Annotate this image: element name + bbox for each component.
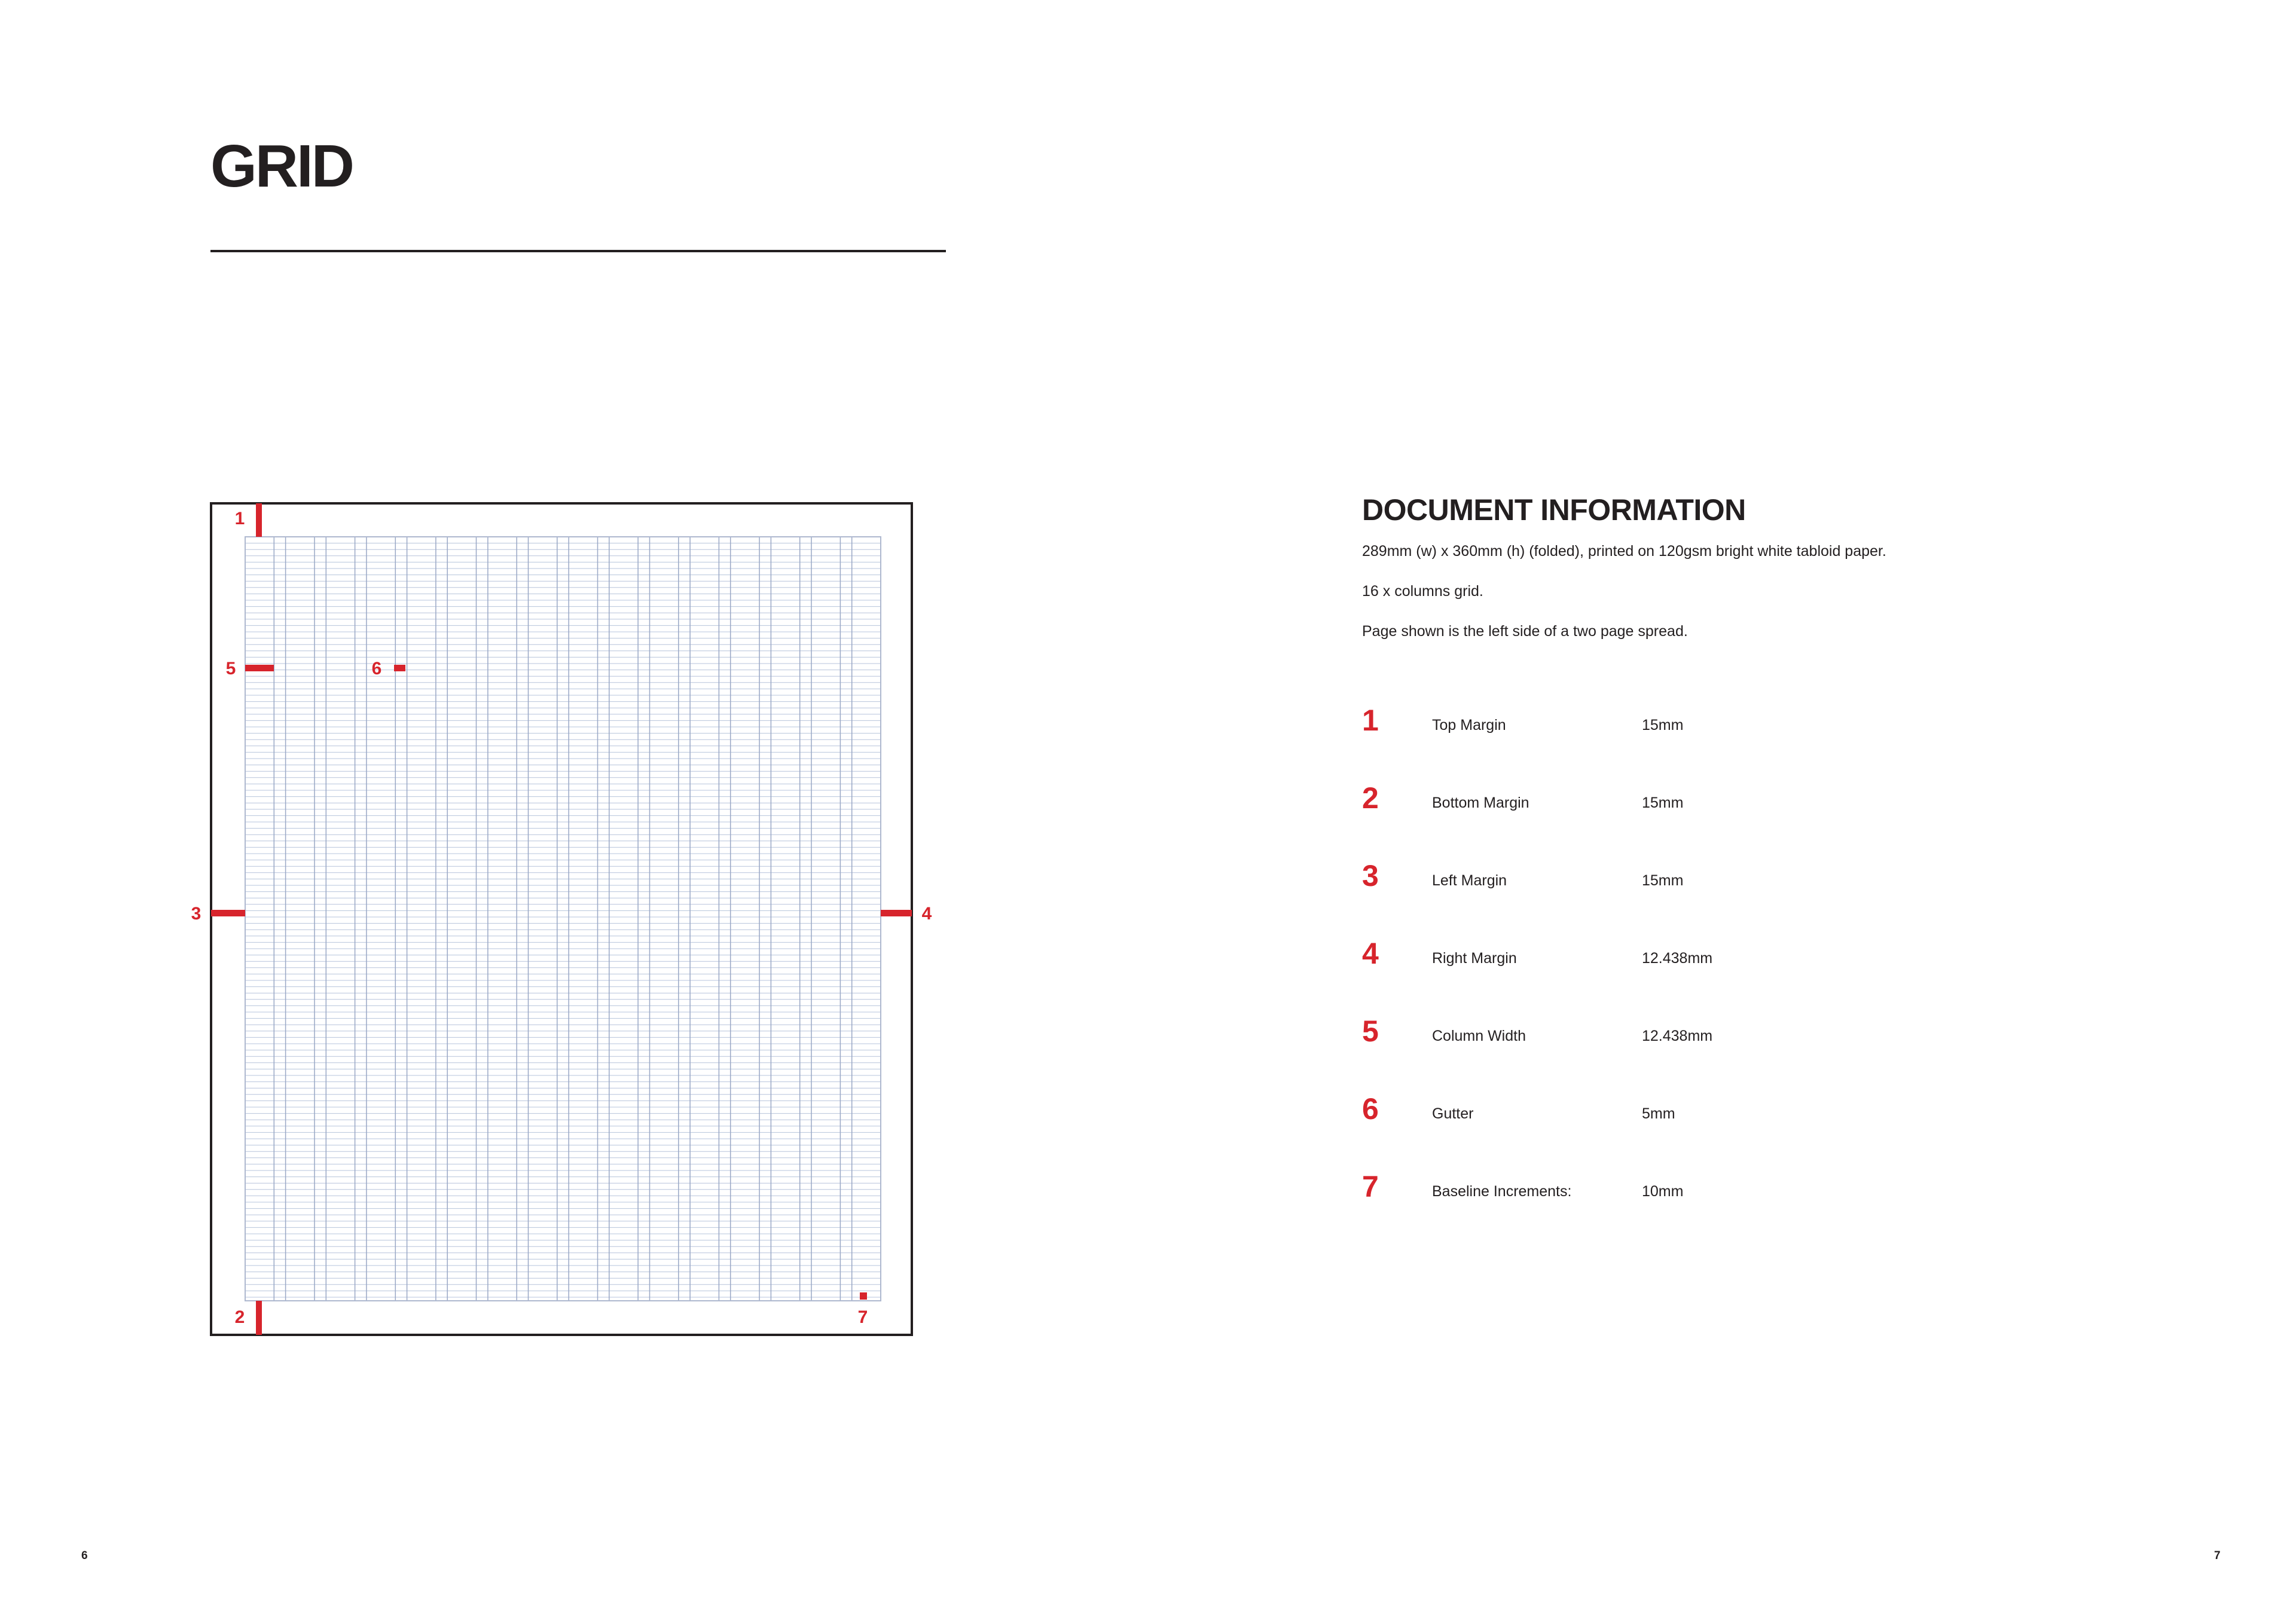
spec-number: 3: [1362, 859, 1379, 893]
spec-number: 7: [1362, 1170, 1379, 1203]
spec-row-column-width: [1362, 1016, 2139, 1094]
marker-label-1: 1: [234, 509, 245, 528]
spec-value: 15mm: [1642, 794, 1684, 811]
spec-label: Bottom Margin: [1432, 794, 1529, 811]
info-line-columns: 16 x columns grid.: [1362, 583, 1483, 600]
page-frame: [211, 503, 912, 1335]
spec-number: 5: [1362, 1014, 1379, 1048]
spec-number: 6: [1362, 1092, 1379, 1126]
spec-row-gutter: [1362, 1094, 2139, 1172]
spec-row-left-margin: [1362, 861, 2139, 939]
left-margin-marker: [211, 910, 245, 916]
spec-value: 15mm: [1642, 717, 1684, 733]
title-rule: [210, 250, 946, 252]
page-title: GRID: [210, 133, 353, 200]
spec-value: 10mm: [1642, 1183, 1684, 1200]
spec-value: 15mm: [1642, 872, 1684, 889]
spec-number: 1: [1362, 704, 1379, 737]
gutter-marker: [394, 665, 405, 671]
marker-label-4: 4: [921, 904, 932, 924]
column-width-marker: [245, 665, 274, 671]
right-margin-marker: [881, 910, 912, 916]
spec-number: 4: [1362, 937, 1379, 970]
spec-number: 2: [1362, 781, 1379, 815]
grid-diagram: [179, 478, 939, 1351]
info-heading: DOCUMENT INFORMATION: [1362, 493, 1746, 527]
spec-value: 12.438mm: [1642, 1028, 1713, 1044]
info-line-dimensions: 289mm (w) x 360mm (h) (folded), printed on 120gsm bright white tabloid paper.: [1362, 543, 1886, 560]
spec-label: Left Margin: [1432, 872, 1507, 889]
page-number-left: 6: [81, 1549, 88, 1562]
spec-row-right-margin: [1362, 939, 2139, 1016]
spec-list: [1362, 705, 2139, 1249]
marker-label-6: 6: [371, 659, 382, 678]
spec-label: Gutter: [1432, 1105, 1474, 1122]
spec-row-bottom-margin: [1362, 783, 2139, 861]
marker-label-3: 3: [191, 904, 201, 924]
spec-label: Baseline Increments:: [1432, 1183, 1572, 1200]
bottom-margin-marker: [256, 1301, 262, 1335]
top-margin-marker: [256, 503, 262, 537]
spec-row-baseline-increments: [1362, 1172, 2139, 1249]
marker-label-2: 2: [234, 1307, 245, 1327]
marker-label-5: 5: [225, 659, 236, 678]
spec-label: Column Width: [1432, 1028, 1526, 1044]
document-information: [1362, 494, 2199, 662]
spec-value: 5mm: [1642, 1105, 1675, 1122]
spec-value: 12.438mm: [1642, 950, 1713, 967]
baseline-marker: [860, 1292, 867, 1300]
spec-row-top-margin: [1362, 705, 2139, 783]
info-line-spread: Page shown is the left side of a two page spread.: [1362, 623, 1688, 640]
marker-label-7: 7: [857, 1307, 868, 1327]
spec-label: Right Margin: [1432, 950, 1517, 967]
page-number-right: 7: [2214, 1549, 2221, 1562]
spec-label: Top Margin: [1432, 717, 1506, 733]
